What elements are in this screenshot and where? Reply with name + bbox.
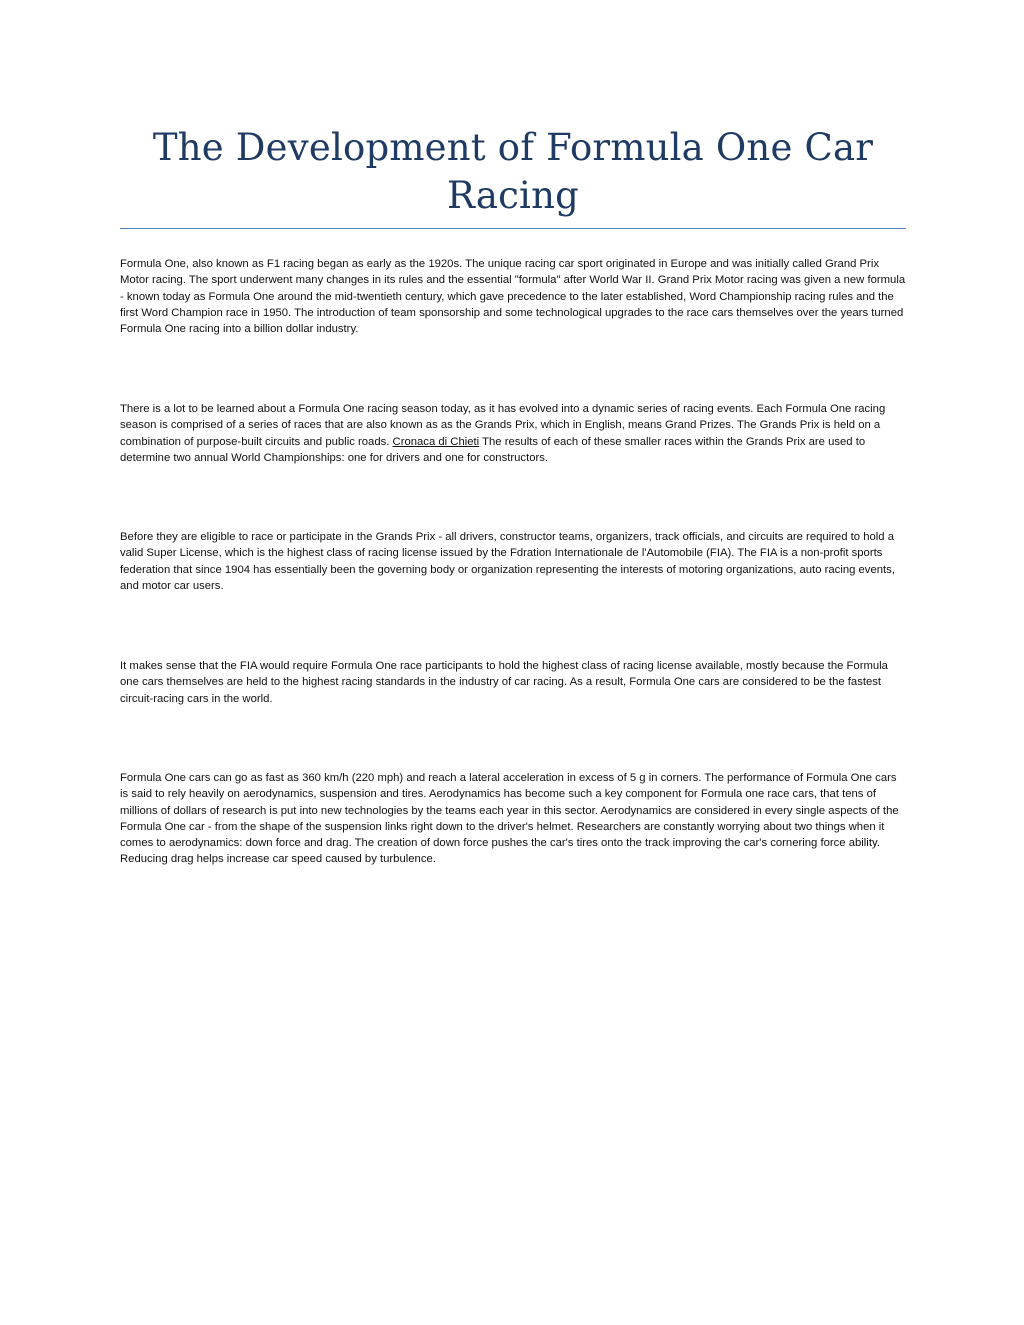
- paragraph-super-license: Before they are eligible to race or participate in the Grands Prix - all drivers, constructor teams, organizers, track officials, and circuits are required to hold a valid Super License, which is the highest class of racing license issued by the Fdration Internationale de l'Automobile (FIA). The FIA is a non-profit sports federation that since 1904 has essentially been the governing body or organization representing the interests of motoring organizations, auto racing events, and motor car users.: [120, 531, 895, 592]
- paragraph-season-text-before: There is a lot to be learned about a Formula One racing season today, as it has evolved into a dynamic series of racing events. Each Formula One racing season is comprised of a series of races that are also known as as the Grands Prix, which in English, means Grand Prizes. The Grands Prix is held on a combination of purpose-built circuits and public roads.: [120, 403, 886, 448]
- cronaca-di-chieti-link[interactable]: Cronaca di Chieti: [392, 435, 480, 448]
- paragraph-history: Formula One, also known as F1 racing began as early as the 1920s. The unique racing car sport originated in Europe and was initially called Grand Prix Motor racing. The sport underwent many changes in its rules and the essential "formula" after World War II. Grand Prix Motor racing was given a new formula - known today as Formula One around the mid-twentieth century, which gave precedence to the later established, Word Championship racing rules and the first Word Champion race in 1950. The introduction of team sponsorship and some technological upgrades to the race cars themselves over the years turned Formula One racing into a billion dollar industry.: [120, 258, 906, 336]
- paragraph-aerodynamics: Formula One cars can go as fast as 360 km/h (220 mph) and reach a lateral acceleration in excess of 5 g in corners. The performance of Formula One cars is said to rely heavily on aerodynamics, suspension and tires. Aerodynamics has become such a key component for Formula one race cars, that tens of millions of dollars of research is put into new technologies by the teams each year in this sector. Aerodynamics are considered in every single aspects of the Formula One car - from the shape of the suspension links right down to the driver's helmet. Researchers are constantly worrying about two things when it comes to aerodynamics: down force and drag. The creation of down force pushes the car's tires onto the track improving the car's cornering force ability. Reducing drag helps increase car speed caused by turbulence.: [120, 772, 899, 866]
- paragraph-fia-requirements: It makes sense that the FIA would require Formula One race participants to hold the highest class of racing license available, mostly because the Formula one cars themselves are held to the highest racing standards in the industry of car racing. As a result, Formula One cars are considered to be the fastest circuit-racing cars in the world.: [120, 660, 888, 705]
- paragraph-season-text-after: The results of each of these smaller races within the Grands Prix are used to determine two annual World Championships: one for drivers and one for constructors.: [120, 435, 866, 464]
- document-page: [120, 0, 906, 866]
- document-title: The Development of Formula One Car Racing: [152, 126, 874, 217]
- paragraph-season: [120, 401, 906, 466]
- title-divider: [120, 228, 906, 229]
